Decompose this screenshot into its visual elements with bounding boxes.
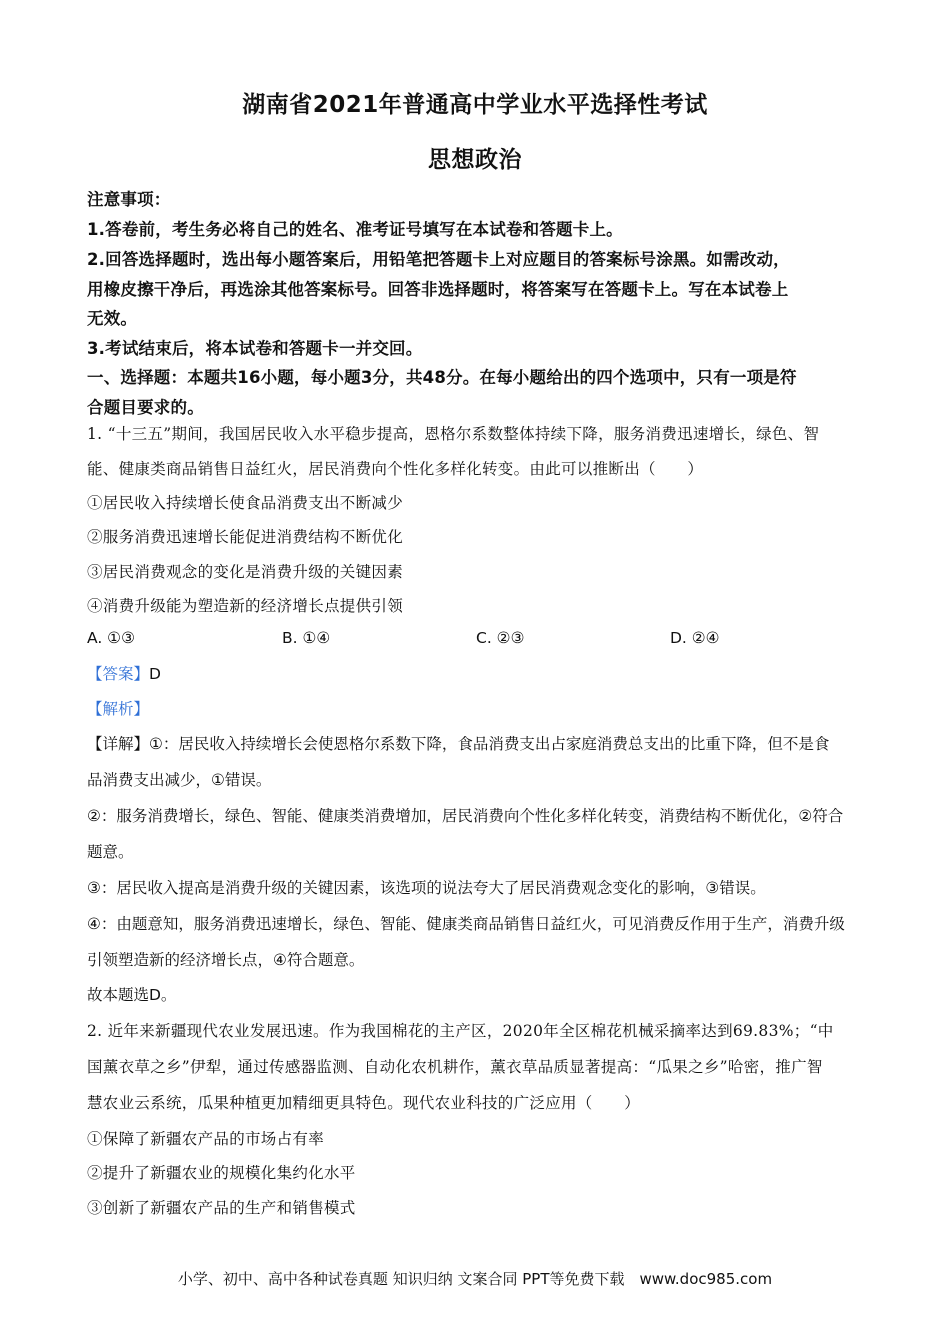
footer-watermark: 小学、初中、高中各种试卷真题 知识归纳 文案合同 PPT等免费下载 www.doc985.com xyxy=(177,1270,773,1288)
q1-option-c: C. ②③ xyxy=(476,629,525,647)
q1-option-d: D. ②④ xyxy=(670,629,720,647)
q1-conclusion: 故本题选D。 xyxy=(87,986,177,1004)
q1-statement-2: ②服务消费迅速增长能促进消费结构不断优化 xyxy=(87,528,404,546)
exam-title: 湖南省2021年普通高中学业水平选择性考试 xyxy=(242,92,708,118)
q1-stem-line-1: 1. “十三五”期间，我国居民收入水平稳步提高，恩格尔系数整体持续下降，服务消费迅速增长，绿色、智 xyxy=(87,425,820,443)
answer-tag: 【答案】 xyxy=(87,665,150,683)
q1-detail-2-line-2: 题意。 xyxy=(87,843,134,861)
q1-detail-4-line-2: 引领塑造新的经济增长点，④符合题意。 xyxy=(87,951,365,969)
notice-item-2-line-1: 2.回答选择题时，选出每小题答案后，用铅笔把答题卡上对应题目的答案标号涂黑。如需改动， xyxy=(87,250,790,269)
q1-option-b: B. ①④ xyxy=(282,629,331,647)
notice-item-3: 3.考试结束后，将本试卷和答题卡一并交回。 xyxy=(87,339,423,358)
q2-statement-1: ①保障了新疆农产品的市场占有率 xyxy=(87,1130,325,1148)
section-heading-line-2: 合题目要求的。 xyxy=(87,398,204,417)
analysis-tag: 【解析】 xyxy=(87,700,150,718)
exam-subject: 思想政治 xyxy=(428,147,522,173)
q2-stem-line-2: 国薰衣草之乡”伊犁，通过传感器监测、自动化农机耕作，薰衣草品质显著提高：“瓜果之乡”哈密，推广智 xyxy=(87,1058,823,1076)
q1-detail-3: ③：居民收入提高是消费升级的关键因素，该选项的说法夸大了居民消费观念变化的影响，③错误。 xyxy=(87,879,766,897)
answer-value: D xyxy=(149,665,161,683)
q1-statement-3: ③居民消费观念的变化是消费升级的关键因素 xyxy=(87,563,404,581)
notice-item-2-line-3: 无效。 xyxy=(87,309,138,328)
section-heading-line-1: 一、选择题：本题共16小题，每小题3分，共48分。在每小题给出的四个选项中，只有一项是符 xyxy=(87,368,797,387)
q1-detail-1-line-1: 【详解】①：居民收入持续增长会使恩格尔系数下降，食品消费支出占家庭消费总支出的比重下降，但不是食 xyxy=(87,735,830,753)
q1-option-a: A. ①③ xyxy=(87,629,135,647)
notice-heading: 注意事项： xyxy=(87,190,171,209)
q1-statement-1: ①居民收入持续增长使食品消费支出不断减少 xyxy=(87,494,404,512)
q1-stem-line-2: 能、健康类商品销售日益红火，居民消费向个性化多样化转变。由此可以推断出（ ） xyxy=(87,460,704,478)
notice-item-2-line-2: 用橡皮擦干净后，再选涂其他答案标号。回答非选择题时，将答案写在答题卡上。写在本试卷上 xyxy=(87,280,789,299)
q2-statement-3: ③创新了新疆农产品的生产和销售模式 xyxy=(87,1199,356,1217)
q2-stem-line-1: 2. 近年来新疆现代农业发展迅速。作为我国棉花的主产区，2020年全区棉花机械采摘率达到69.83%；“中 xyxy=(87,1022,834,1040)
q2-statement-2: ②提升了新疆农业的规模化集约化水平 xyxy=(87,1164,356,1182)
notice-item-1: 1.答卷前，考生务必将自己的姓名、准考证号填写在本试卷和答题卡上。 xyxy=(87,220,623,239)
q1-detail-4-line-1: ④：由题意知，服务消费迅速增长，绿色、智能、健康类商品销售日益红火，可见消费反作用于生产，消费升级 xyxy=(87,915,845,933)
q2-stem-line-3: 慧农业云系统，瓜果种植更加精细更具特色。现代农业科技的广泛应用（ ） xyxy=(87,1094,641,1112)
q1-statement-4: ④消费升级能为塑造新的经济增长点提供引领 xyxy=(87,597,404,615)
q1-detail-1-line-2: 品消费支出减少，①错误。 xyxy=(87,771,272,789)
q1-answer xyxy=(87,662,161,684)
q1-detail-2-line-1: ②：服务消费增长，绿色、智能、健康类消费增加，居民消费向个性化多样化转变，消费结构不断优化，②符合 xyxy=(87,807,844,825)
